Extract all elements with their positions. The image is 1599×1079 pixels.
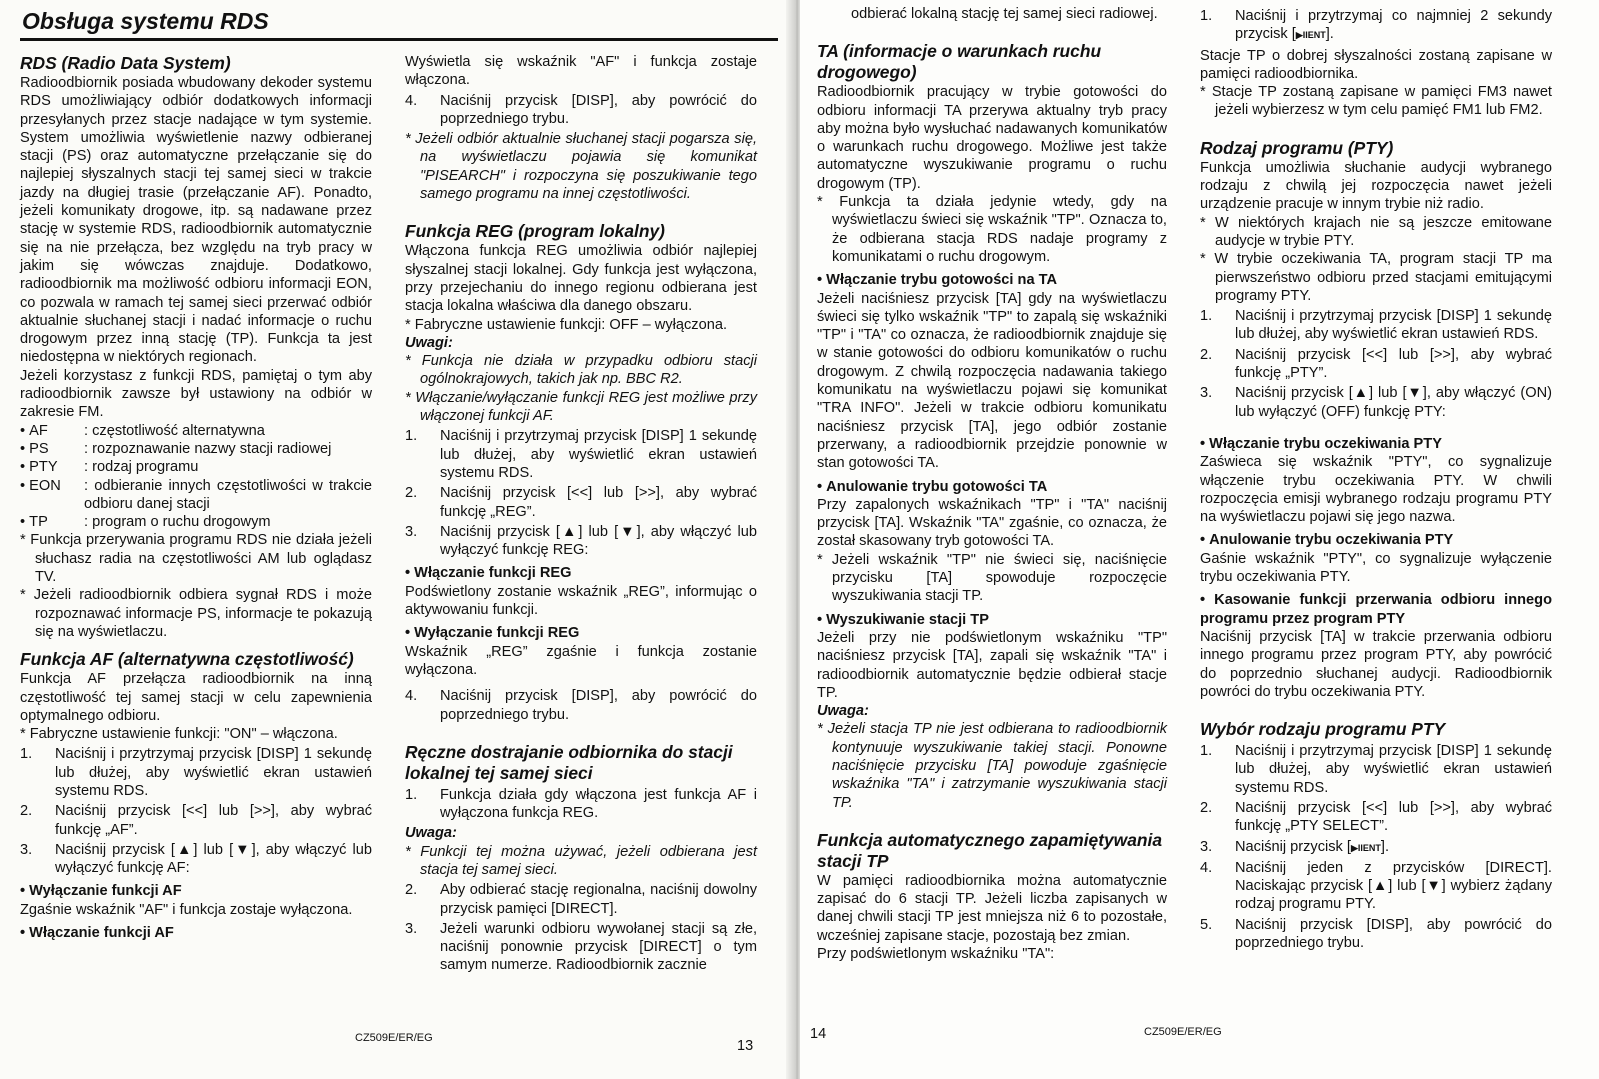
af-step: 1. Naciśnij i przytrzymaj przycisk [DISP] 1 sekundę lub dłużej, aby wyświetlić ekran ustawień systemu RDS. xyxy=(20,746,372,799)
pty-paragraph: Funkcja umożliwia słuchanie audycji wybranego rodzaju z chwilą jej rozpoczęcia nawet jeżeli urządzenie pracuje w innym trybie niż radio. xyxy=(1200,159,1552,213)
ta-note: * Funkcja ta działa jedynie wtedy, gdy na wyświetlaczu świeci się wskaźnik "TP". Oznacza to, że odbierana stacja RDS nadaje programy z komunikatami o ruchu drogowym. xyxy=(817,194,1167,265)
af-on-text: Wyświetla się wskaźnik "AF" i funkcja zostaje włączona. xyxy=(405,54,757,89)
page-number: 14 xyxy=(810,1026,827,1042)
left-column-1 xyxy=(20,53,372,942)
rds-note-1: * Funkcja przerywania programu RDS nie działa jeżeli słuchasz radia na częstotliwości AM lub oglądasz TV. xyxy=(20,532,372,586)
ta-paragraph: Radioodbiornik pracujący w trybie gotowości do odbioru informacji TA przerywa aktualny tryb pracy aby można było wysłuchać nadawanych komunikatów o warunkach ruchu drogowego. Możliwe jest także automatyczne wyszukiwanie programu o ruchu drogowym (TP). xyxy=(817,84,1167,192)
pty-select-step: 4. Naciśnij jeden z przycisków [DIRECT]. Naciskając przycisk [▲] lub [▼] wybierz żądany rodzaj programu PTY. xyxy=(1200,859,1552,913)
reg-step: 1. Naciśnij i przytrzymaj przycisk [DISP] 1 sekundę lub dłużej, aby wyświetlić ekran ustawień systemu RDS. xyxy=(405,428,757,481)
rds-paragraph-1: Radioodbiornik posiada wbudowany dekoder systemu RDS umożliwiający odbiór dodatkowych informacji przesyłanych przez stacje nadające w tym systemie. System umożliwia wyświetlenie nazwy odbieranej stacji (PS) oraz automatyczne przełączanie się do najlepiej słyszalnych stacji tej samej sieci w trakcie jazdy na długiej trasie (przełączanie AF). Ponadto, jeżeli komunikaty drogowe, itp. są nadawane przez stację w systemie RDS, radioodbiornik automatycznie się na nie przełącza, bez względu na tryb pracy w jakim się wówczas znajduje. Dodatkowo, radioodbiornik ma możliwość odbioru informacji EON, co pozwala w ramach tej samej sieci przerwać odbiór aktualnie słuchanej stacji i nadać informacje o ruchu drogowym przez inną stację (TP). Funkcja ta jest niedostępna w niektórych regionach. xyxy=(20,75,372,366)
pty-select-step: 1. Naciśnij i przytrzymaj przycisk [DISP] 1 sekundę lub dłużej, aby wyświetlić ekran ustawień systemu RDS. xyxy=(1200,743,1552,796)
footer-model: CZ509E/ER/EG xyxy=(1144,1026,1222,1038)
page-title: Obsługa systemu RDS xyxy=(22,8,269,34)
ta-on-heading: • Włączanie trybu gotowości na TA xyxy=(817,271,1167,289)
pty-interrupt-heading: • Kasowanie funkcji przerwania odbioru innego programu przez program PTY xyxy=(1200,591,1552,628)
manual-step: 3. Jeżeli warunki odbioru wywołanej stacji są złe, naciśnij ponownie przycisk [DIRECT] o tym samym numerze. Radioodbiornik zacznie xyxy=(405,920,757,974)
right-column-2 xyxy=(1200,5,1552,954)
ta-cancel-heading: • Anulowanie trybu gotowości TA xyxy=(817,478,1167,496)
pty-note: * W trybie oczekiwania TA, program stacji TP ma pierwszeństwo odbioru przed stacjami emitującymi programy PTY. xyxy=(1200,251,1552,304)
pty-on-text: Zaświeca się wskaźnik "PTY", co sygnalizuje włączenie trybu oczekiwania PTY. W chwili rozpoczęcia emisji wybranego rodzaju programu PTY na wyświetlaczu pojawi się jego nazwa. xyxy=(1200,454,1552,526)
ent-key-label: ENT xyxy=(1362,842,1381,853)
pty-step: 1. Naciśnij i przytrzymaj przycisk [DISP] 1 sekundę lub dłużej, aby wyświetlić ekran ustawień RDS. xyxy=(1200,308,1552,343)
ta-cancel-text: Przy zapalonych wskaźnikach "TP" i "TA" naciśnij przycisk [TA]. Wskaźnik "TA" zgaśnie, co oznacza, że został skasowany tryb gotowości TA. xyxy=(817,496,1167,550)
af-note: * Jeżeli odbiór aktualnie słuchanej stacji pogarsza się, na wyświetlaczu pojawia się komunikat "PISEARCH" i rozpoczyna się poszukiwanie tego samego programu na innej częstotliwości. xyxy=(405,131,757,203)
tp-search-text: Jeżeli przy nie podświetlonym wskaźniku "TP" naciśniesz przycisk [TA], zapali się wskaźnik "TA" i radioodbiornik automatycznie będzie odbierał stacje TP. xyxy=(817,629,1167,701)
reg-note: * Włączanie/wyłączanie funkcji REG jest możliwe przy włączonej funkcji AF. xyxy=(405,389,757,425)
reg-on-text: Podświetlony zostanie wskaźnik „REG”, informując o aktywowaniu funkcji. xyxy=(405,583,757,619)
right-column-1 xyxy=(817,5,1167,963)
af-step: 4. Naciśnij przycisk [DISP], aby powrócić do poprzedniego trybu. xyxy=(405,92,757,127)
play-pause-icon: ▶II xyxy=(1350,842,1363,853)
play-pause-icon: ▶II xyxy=(1295,30,1308,41)
af-off-text: Zgaśnie wskaźnik "AF" i funkcja zostaje wyłączona. xyxy=(20,901,353,918)
ta-cancel-note: * Jeżeli wskaźnik "TP" nie świeci się, naciśnięcie przycisku [TA] spowoduje rozpoczęcie wyszukiwania stacji TP. xyxy=(817,551,1167,605)
rds-heading: RDS (Radio Data System) xyxy=(20,53,231,73)
pty-note: * W niektórych krajach nie są jeszcze emitowane audycje w trybie PTY. xyxy=(1200,214,1552,249)
reg-on-heading: • Włączanie funkcji REG xyxy=(405,564,757,582)
reg-factory-setting: * Fabryczne ustawienie funkcji: OFF – wyłączona. xyxy=(405,316,728,333)
af-off-heading: • Wyłączanie funkcji AF xyxy=(20,882,372,900)
reg-off-text: Wskaźnik „REG” zgaśnie i funkcja zostanie wyłączona. xyxy=(405,643,757,678)
abbr-item: • AF : częstotliwość alternatywna xyxy=(20,422,372,440)
af-factory-setting: * Fabryczne ustawienie funkcji: "ON" – włączona. xyxy=(20,726,338,743)
manual-note: * Funkcji tej można używać, jeżeli odbierana jest stacja tej samej sieci. xyxy=(405,843,757,878)
pty-step: 3. Naciśnij przycisk [▲] lub [▼], aby włączyć (ON) lub wyłączyć (OFF) funkcję PTY: xyxy=(1200,385,1552,420)
abbr-item: • PTY : rodzaj programu xyxy=(20,458,372,476)
af-step: 3. Naciśnij przycisk [▲] lub [▼], aby włączyć lub wyłączyć funkcję AF: xyxy=(20,841,372,877)
pty-cancel-text: Gaśnie wskaźnik "PTY", co sygnalizuje wyłączenie trybu oczekiwania PTY. xyxy=(1200,550,1552,586)
pty-select-step: 3. Naciśnij przycisk [▶IIENT]. xyxy=(1200,838,1390,855)
pty-heading: Rodzaj programu (PTY) xyxy=(1200,137,1394,158)
page-number: 13 xyxy=(737,1038,754,1054)
abbr-item: • EON : odbieranie innych częstotliwości w trakcie odbioru danej stacji xyxy=(20,477,372,514)
reg-off-heading: • Wyłączanie funkcji REG xyxy=(405,624,757,642)
manual-step: 2. Aby odbierać stację regionalna, naciśnij dowolny przycisk pamięci [DIRECT]. xyxy=(405,882,757,917)
ent-key-label: ENT xyxy=(1307,30,1326,41)
left-column-2 xyxy=(405,53,757,977)
pty-interrupt-text: Naciśnij przycisk [TA] w trakcie przerwania odbioru innego programu przez program PTY, aby powrócić do poprzednio słuchanej audycji. Radioodbiornik powróci do trybu oczekiwania PTY. xyxy=(1200,628,1552,700)
title-rule xyxy=(20,38,778,41)
autosave-paragraph-2: Stacje TP o dobrej słyszalności zostaną zapisane w pamięci radioodbiornika. xyxy=(1200,47,1552,82)
pty-step: 2. Naciśnij przycisk [<<] lub [>>], aby wybrać funkcję „PTY”. xyxy=(1200,346,1552,382)
reg-heading: Funkcja REG (program lokalny) xyxy=(405,221,665,242)
rds-note-2: * Jeżeli radioodbiornik odbiera sygnał RDS i może rozpoznawać informacje PS, informacje te pokazują się na wyświetlaczu. xyxy=(20,587,372,640)
autosave-heading: Funkcja automatycznego zapamiętywania stacji TP xyxy=(817,829,1163,871)
autosave-note: * Stacje TP zostaną zapisane w pamięci FM3 nawet jeżeli wybierzesz w tym celu pamięć FM1 lub FM2. xyxy=(1200,84,1552,119)
af-step: 2. Naciśnij przycisk [<<] lub [>>], aby wybrać funkcję „AF”. xyxy=(20,803,372,838)
right-page xyxy=(800,0,1599,1079)
reg-notes-label: Uwagi: xyxy=(405,334,453,351)
manual-note-label: Uwaga: xyxy=(405,825,457,842)
af-heading: Funkcja AF (alternatywna częstotliwość) xyxy=(20,649,354,670)
af-paragraph: Funkcja AF przełącza radioodbiornik na inną częstotliwość tej samej stacji w celu zapewnienia optymalnego odbioru. xyxy=(20,671,372,724)
autosave-tail: Przy podświetlonym wskaźniku "TA": xyxy=(817,946,1055,963)
autosave-text: W pamięci radioodbiornika można automatycznie zapisać do 6 stacji TP. Jeżeli liczba zapisanych w danej chwili stacji TP jest mniejsza niż 6 to pozostałe, wcześniej zapisane stacje, pozostają bez zmian. xyxy=(817,872,1167,944)
reg-step: 4. Naciśnij przycisk [DISP], aby powrócić do poprzedniego trybu. xyxy=(405,688,757,723)
left-page xyxy=(0,0,795,1079)
abbr-item: • PS : rozpoznawanie nazwy stacji radiowej xyxy=(20,440,372,458)
autosave-step: 1. Naciśnij i przytrzymaj co najmniej 2 sekundy przycisk [▶IIENT]. xyxy=(1200,8,1552,43)
tp-search-heading: • Wyszukiwanie stacji TP xyxy=(817,611,1167,629)
ta-on-text: Jeżeli naciśniesz przycisk [TA] gdy na wyświetlaczu świeci się tylko wskaźnik "TP" to zapalą się wskaźniki "TP" i "TA" co oznacza, że radioodbiornik znajduje się w stanie gotowości do odbioru komunikatów o ruchu drogowym. Z chwilą rozpoczęcia nadawania takiego komunikatu na wyświetlaczu pojawi się komunikat "TRA INFO". Jeżeli w trakcie odbioru komunikatu naciśniesz przycisk [TA], jego odbiór zostanie przerwany, a radioodbiornik przejdzie ponownie w stan gotowości TA. xyxy=(817,290,1167,472)
reg-note: * Funkcja nie działa w przypadku odbioru stacji ogólnokrajowych, takich jak np. BBC R2. xyxy=(405,353,757,388)
tp-note: * Jeżeli stacja TP nie jest odbierana to radioodbiornik kontynuuje wyszukiwanie takiej stacji. Ponowne naciśnięcie przycisku [TA] powoduje zgaśnięcie wskaźnika "TA" i zatrzymanie wyszukiwania stacji TP. xyxy=(817,721,1167,811)
af-on-heading: • Włączanie funkcji AF xyxy=(20,924,372,942)
manual-step: 1. Funkcja działa gdy włączona jest funkcja AF i wyłączona funkcja REG. xyxy=(405,786,757,822)
pty-on-heading: • Włączanie trybu oczekiwania PTY xyxy=(1200,435,1552,453)
pty-select-step: 2. Naciśnij przycisk [<<] lub [>>], aby wybrać funkcję „PTY SELECT”. xyxy=(1200,799,1552,835)
ta-heading: TA (informacje o warunkach ruchu drogowego) xyxy=(817,41,1102,83)
pty-cancel-heading: • Anulowanie trybu oczekiwania PTY xyxy=(1200,531,1552,549)
continued-text: odbierać lokalną stację tej samej sieci radiowej. xyxy=(851,6,1158,22)
manual-tuning-heading: Ręczne dostrajanie odbiornika do stacji lokalnej tej samej sieci xyxy=(405,741,733,783)
abbreviation-list xyxy=(20,422,372,532)
pty-select-heading: Wybór rodzaju programu PTY xyxy=(1200,719,1446,740)
pty-select-step: 5. Naciśnij przycisk [DISP], aby powrócić do poprzedniego trybu. xyxy=(1200,916,1552,952)
rds-paragraph-2: Jeżeli korzystasz z funkcji RDS, pamiętaj o tym aby radioodbiornik zawsze był ustawiony na odbiór w zakresie FM. xyxy=(20,367,372,421)
reg-step: 2. Naciśnij przycisk [<<] lub [>>], aby wybrać funkcję „REG”. xyxy=(405,485,757,520)
tp-note-label: Uwaga: xyxy=(817,703,869,720)
footer-model: CZ509E/ER/EG xyxy=(355,1032,433,1044)
abbr-item: • TP : program o ruchu drogowym xyxy=(20,513,372,531)
reg-step: 3. Naciśnij przycisk [▲] lub [▼], aby włączyć lub wyłączyć funkcję REG: xyxy=(405,523,757,559)
reg-paragraph: Włączona funkcja REG umożliwia odbiór najlepiej słyszalnej stacji lokalnej. Gdy funkcja jest wyłączona, przy przejechaniu do innego regionu odbierana jest stacja lokalna właściwa dla danego obszaru. xyxy=(405,243,757,315)
